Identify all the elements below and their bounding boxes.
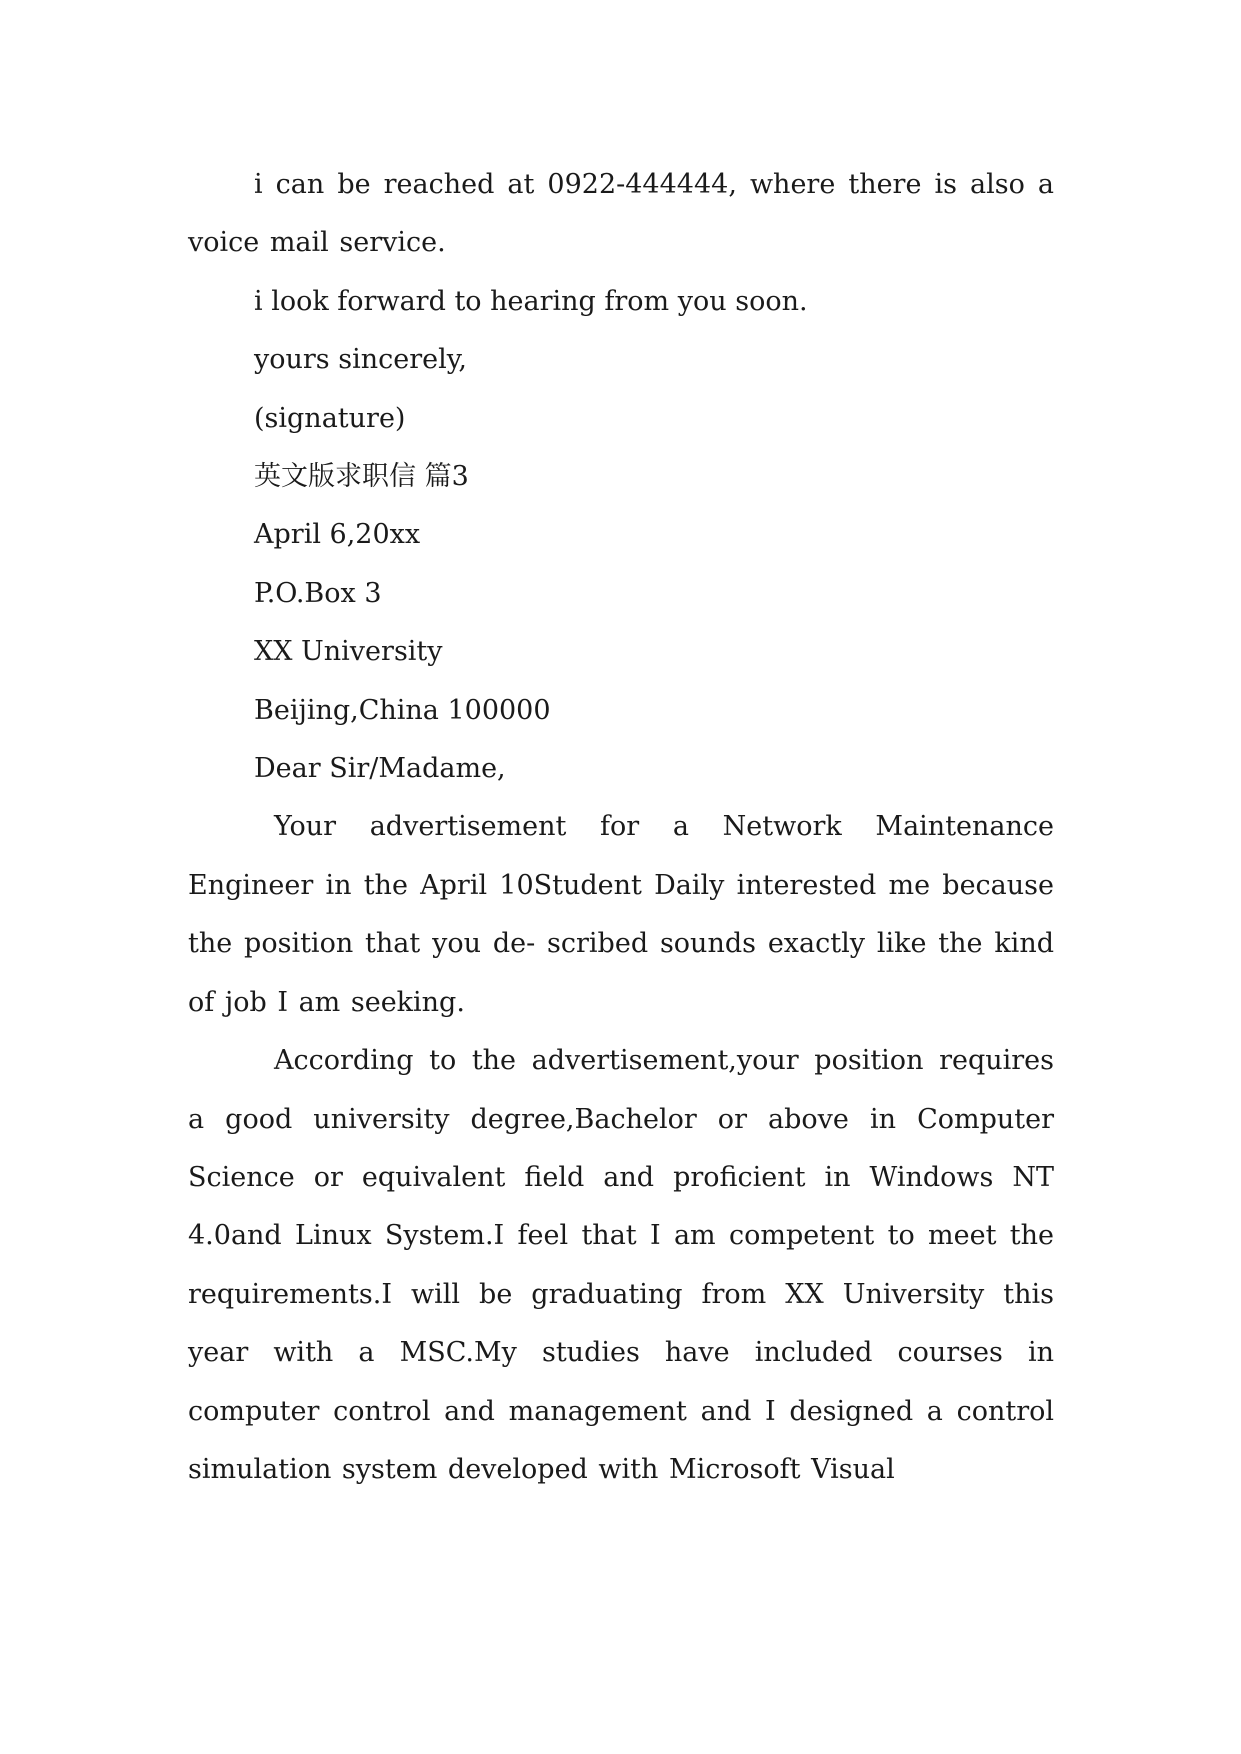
salutation: Dear Sir/Madame, <box>254 753 506 785</box>
signature-placeholder: (signature) <box>254 402 406 434</box>
address-line-city: Beijing,China 100000 <box>254 694 551 726</box>
body-paragraph-advertisement: Your advertisement for a Network Maintenance Engineer in the April 10Student Daily interested me because the position that you de- scribed sounds exactly like the kind of job I am seeking. <box>188 811 1054 1018</box>
letter-body <box>188 156 1054 1499</box>
valediction: yours sincerely, <box>254 344 467 376</box>
body-paragraph-requirements: According to the advertisement,your position requires a good university degree,Bachelor or above in Computer Science or equivalent field and proficient in Windows NT 4.0and Linux System.I feel that I am competent to meet the requirements.I will be graduating from XX University this year with a MSC.My studies have included courses in computer control and management and I designed a control simulation system developed with Microsoft Visual <box>188 1045 1054 1485</box>
section-heading: 英文版求职信 篇3 <box>254 461 469 493</box>
letter-date: April 6,20xx <box>254 519 421 551</box>
address-line-university: XX University <box>254 636 443 668</box>
contact-paragraph: i can be reached at 0922-444444, where there is also a voice mail service. <box>188 169 1054 259</box>
closing-line: i look forward to hearing from you soon. <box>254 285 808 317</box>
address-line-po-box: P.O.Box 3 <box>254 577 382 609</box>
